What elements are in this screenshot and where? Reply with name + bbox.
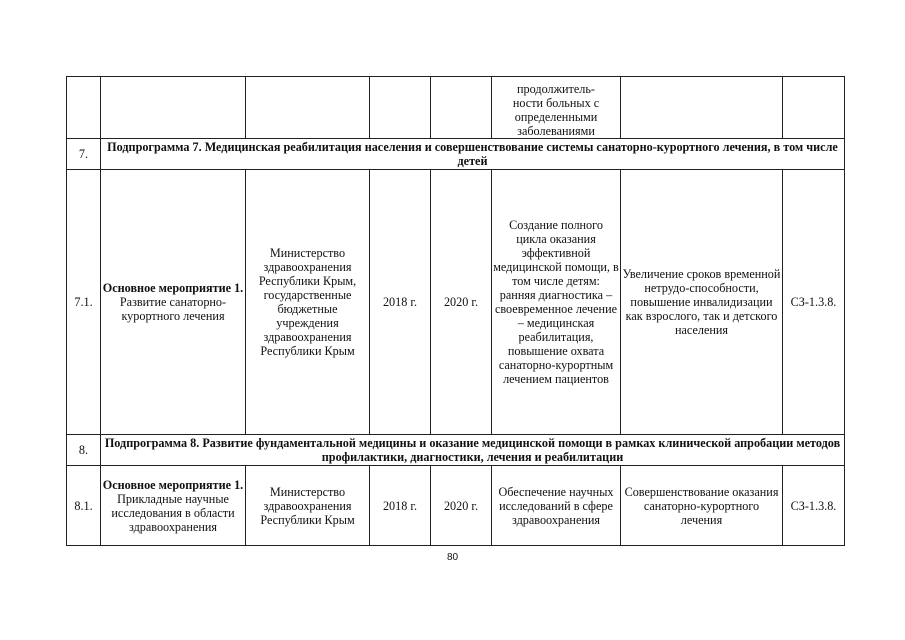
cell-result: продолжитель- ности больных с определенными заболеваниями (492, 77, 621, 139)
measure-description: Развитие санаторно-курортного лечения (119, 295, 227, 323)
subprogram-number: 8. (67, 435, 101, 466)
measure-8-1-row (67, 466, 845, 546)
subprogram-number: 7. (67, 139, 101, 170)
measure-title-bold: Основное мероприятие 1. (102, 281, 244, 295)
subprogram-title: Подпрограмма 8. Развитие фундаментальной медицины и оказание медицинской помощи в рамках клинической апробации методов профилактики, диагностики, лечения и реабилитации (101, 435, 845, 466)
cell-end (431, 77, 492, 139)
executor: Министерство здравоохранения Республики Крым (246, 466, 370, 546)
cell-num (67, 77, 101, 139)
subprogram-7-row (67, 139, 845, 170)
indicator-code: СЗ-1.3.8. (783, 466, 845, 546)
consequence: Увеличение сроков временной нетрудо-способности, повышение инвалидизации как взрослого, так и детского населения (621, 170, 783, 435)
start-year: 2018 г. (370, 170, 431, 435)
cell-start (370, 77, 431, 139)
end-year: 2020 г. (431, 170, 492, 435)
row-number: 8.1. (67, 466, 101, 546)
start-year: 2018 г. (370, 466, 431, 546)
expected-result: Обеспечение научных исследований в сфере здравоохранения (492, 466, 621, 546)
measure-title-bold: Основное мероприятие 1. (102, 477, 244, 492)
cell-measure-name (101, 77, 246, 139)
cell-code (783, 77, 845, 139)
cell-consequence (621, 77, 783, 139)
measure-description: Прикладные научные исследования в области здравоохранения (111, 491, 235, 534)
program-table (66, 76, 845, 546)
measure-7-1-row (67, 170, 845, 435)
consequence: Совершенствование оказания санаторно-курортного лечения (621, 466, 783, 546)
end-year: 2020 г. (431, 466, 492, 546)
cell-executor (246, 77, 370, 139)
expected-result: Создание полного цикла оказания эффективной медицинской помощи, в том числе детям: ранняя диагностика – своевременное лечение – медицинская реабилитация, повышение охвата санаторно-курортным лечением пациентов (492, 170, 621, 435)
indicator-code: СЗ-1.3.8. (783, 170, 845, 435)
measure-name (101, 170, 246, 435)
continued-row (67, 77, 845, 139)
subprogram-title: Подпрограмма 7. Медицинская реабилитация населения и совершенствование системы санаторно-курортного лечения, в том числе детей (101, 139, 845, 170)
subprogram-8-row (67, 435, 845, 466)
page-number: 80 (446, 552, 459, 563)
executor: Министерство здравоохранения Республики Крым, государственные бюджетные учреждения здравоохранения Республики Крым (246, 170, 370, 435)
row-number: 7.1. (67, 170, 101, 435)
measure-name (101, 466, 246, 546)
